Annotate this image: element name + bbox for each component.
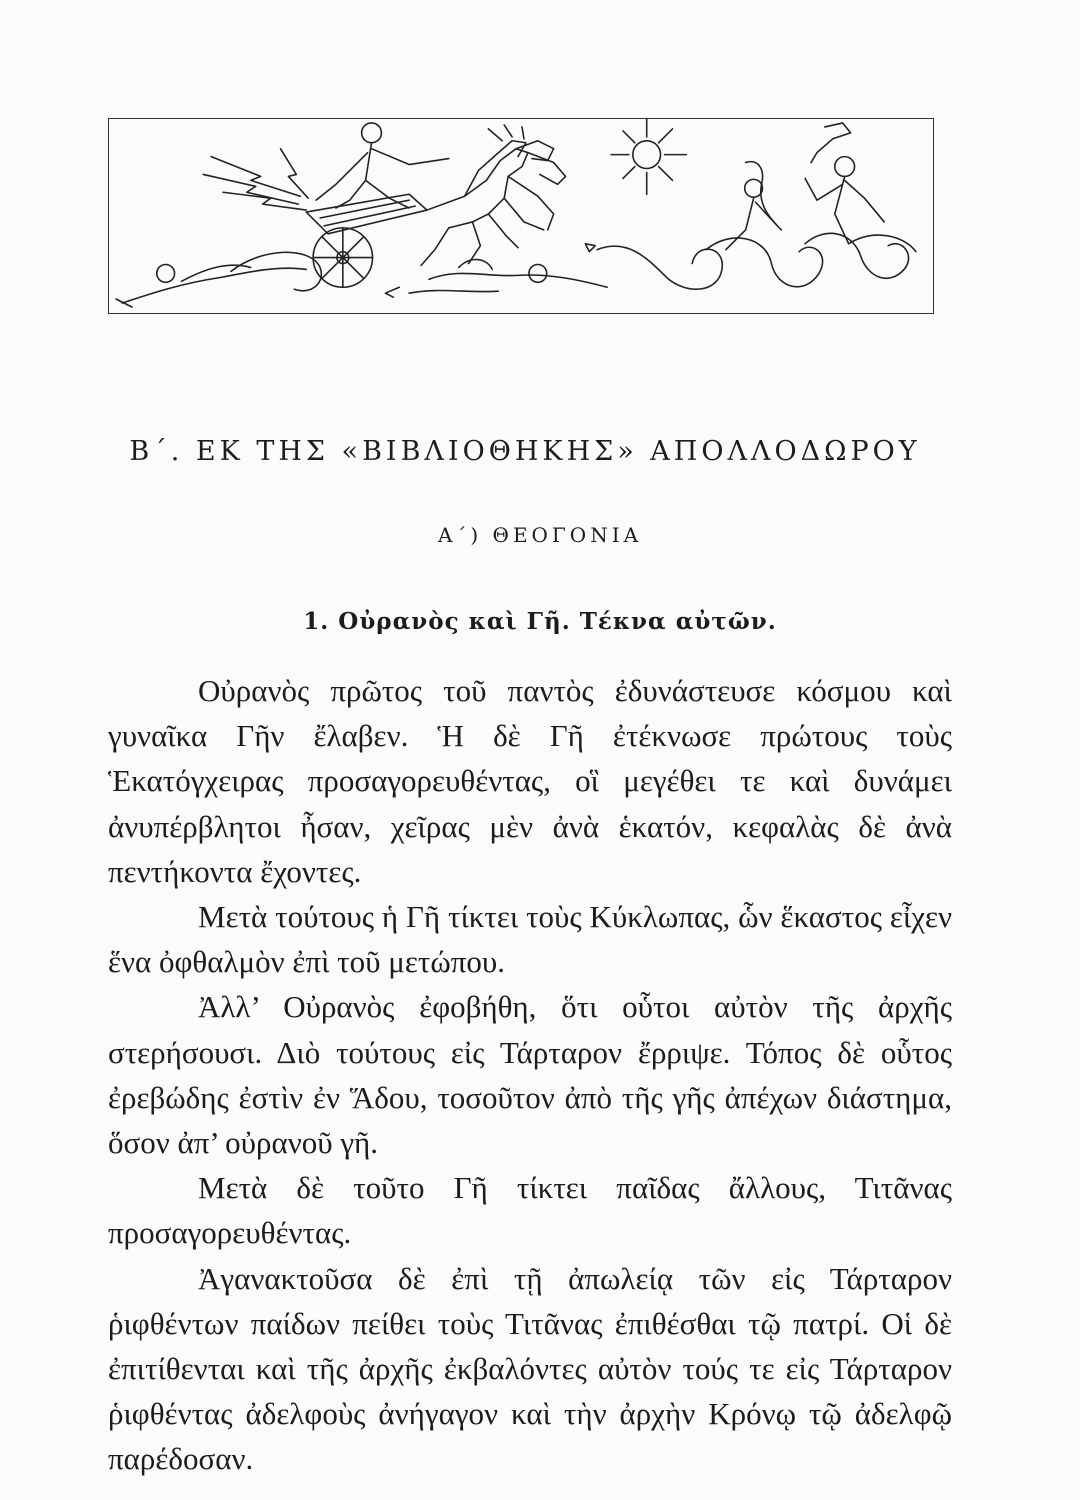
lightning-bolt-icon: [203, 149, 308, 210]
paragraph: Ἀγανακτοῦσα δὲ ἐπὶ τῇ ἀπωλείᾳ τῶν εἰς Τάρταρον ῥιφθέντων παίδων πείθει τοὺς Τιτᾶνας ἐπιθέσθαι τῷ πατρί. Οἱ δὲ ἐπιτίθενται καὶ τῆς ἀρχῆς ἐκβαλόντες αὐτὸν τούς τε εἰς Τάρταρον ῥιφθέντας ἀδελφοὺς ἀνήγαγον καὶ τὴν ἀρχὴν Κρόνῳ τῷ ἀδελφῷ παρέδοσαν.: [108, 1260, 952, 1477]
paragraph: Μετὰ τούτους ἡ Γῆ τίκτει τοὺς Κύκλωπας, ὧν ἕκαστος εἶχεν ἕνα ὀφθαλμὸν ἐπὶ τοῦ μετώπου.: [108, 899, 952, 980]
paragraph: Ἀλλ’ Οὐρανὸς ἐφοβήθη, ὅτι οὗτοι αὐτὸν τῆς ἀρχῆς στερήσουσι. Διὸ τούτους εἰς Τάρταρον ἔρριψε. Τόπος δὲ οὗτος ἐρεβώδης ἐστὶν ἐν Ἅδου, τοσοῦτον ἀπὸ τῆς γῆς ἀπέχων διάστημα, ὅσον ἀπ’ οὐρανοῦ γῆ.: [108, 989, 952, 1161]
mythological-frieze-illustration: [108, 118, 934, 314]
horses-icon: [421, 125, 566, 266]
serpent-tails-icon: [585, 233, 916, 289]
section-title: 1. Οὐρανὸς καὶ Γῆ. Τέκνα αὐτῶν.: [303, 608, 777, 635]
chapter-heading: Β΄. ΕΚ ΤΗΣ «ΒΙΒΛΙΟΘΗΚΗΣ» ΑΠΟΛΛΟΔΩΡΟΥ: [129, 436, 921, 467]
paragraph: Οὐρανὸς πρῶτος τοῦ παντὸς ἐδυνάστευσε κόσμου καὶ γυναῖκα Γῆν ἔλαβεν. Ἡ δὲ Γῆ ἐτέκνωσε πρώτους τοὺς Ἑκατόγχειρας προσαγορευθέντας, οἳ μεγέθει τε καὶ δυνάμει ἀνυπέρβλητοι ἦσαν, χεῖρας μὲν ἀνὰ ἑκατόν, κεφαλὰς δὲ ἀνὰ πεντήκοντα ἔχοντες.: [108, 673, 952, 889]
sun-icon: [611, 119, 686, 194]
giant-with-club-icon: [726, 123, 884, 250]
god-in-chariot-icon: [306, 123, 449, 287]
paragraph: Μετὰ δὲ τοῦτο Γῆ τίκτει παῖδας ἄλλους, Τιτᾶνας προσαγορευθέντας.: [108, 1170, 952, 1251]
section-subheading: Α΄) ΘΕΟΓΟΝΙΑ: [437, 523, 643, 547]
body-text: [108, 668, 952, 1482]
